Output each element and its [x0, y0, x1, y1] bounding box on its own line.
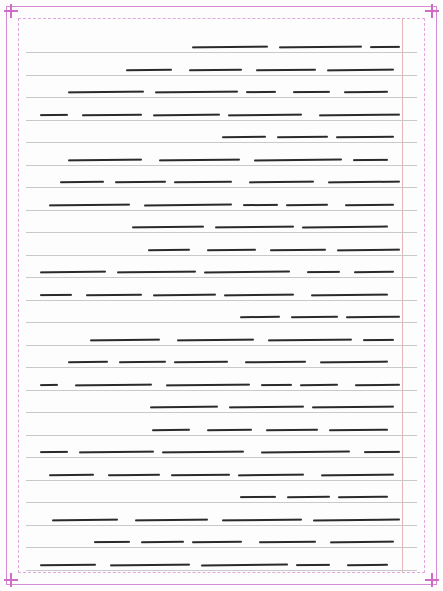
- handwriting-stroke: [189, 68, 242, 71]
- corner-cross-icon: [4, 4, 18, 18]
- handwriting-stroke: [110, 563, 190, 566]
- corner-cross-icon: [425, 573, 439, 587]
- ruled-line: [26, 232, 417, 233]
- handwriting-stroke: [108, 473, 160, 476]
- handwriting-stroke: [296, 563, 330, 565]
- ruled-line: [26, 502, 417, 503]
- handwriting-stroke: [153, 113, 220, 116]
- handwriting-stroke: [49, 473, 94, 475]
- ruled-line: [26, 97, 417, 98]
- handwriting-stroke: [321, 473, 394, 476]
- handwriting-stroke: [40, 563, 96, 566]
- ruled-line: [26, 187, 417, 188]
- handwriting-stroke: [313, 518, 400, 521]
- ruled-line: [26, 120, 417, 121]
- handwriting-stroke: [266, 428, 318, 431]
- handwriting-stroke: [347, 563, 388, 565]
- ruled-line: [26, 547, 417, 548]
- handwriting-stroke: [90, 338, 160, 341]
- handwriting-stroke: [240, 496, 276, 498]
- ruled-line: [26, 322, 417, 323]
- handwriting-stroke: [166, 383, 250, 386]
- handwriting-stroke: [82, 113, 142, 116]
- margin-line: [402, 18, 403, 573]
- handwriting-stroke: [153, 293, 216, 296]
- handwriting-stroke: [135, 518, 208, 521]
- corner-cross-icon: [4, 573, 18, 587]
- handwriting-stroke: [207, 428, 252, 430]
- handwriting-stroke: [224, 293, 294, 296]
- handwriting-stroke: [171, 473, 230, 476]
- ruled-line: [26, 412, 417, 413]
- handwriting-stroke: [201, 563, 288, 566]
- handwriting-stroke: [94, 541, 130, 543]
- handwriting-stroke: [228, 113, 302, 116]
- ruled-line: [26, 75, 417, 76]
- handwriting-stroke: [355, 383, 400, 385]
- handwriting-stroke: [40, 113, 68, 115]
- corner-cross-icon: [425, 4, 439, 18]
- ruled-line: [26, 210, 417, 211]
- handwriting-stroke: [370, 46, 400, 48]
- handwriting-stroke: [270, 248, 326, 251]
- ruled-line: [26, 525, 417, 526]
- ruled-line: [26, 570, 417, 571]
- ruled-line: [26, 165, 417, 166]
- handwriting-stroke: [238, 473, 304, 476]
- ruled-line: [26, 457, 417, 458]
- handwriting-stroke: [243, 203, 278, 205]
- handwriting-stroke: [126, 68, 172, 70]
- ruled-line: [26, 300, 417, 301]
- handwriting-stroke: [286, 203, 328, 205]
- handwriting-stroke: [144, 203, 232, 206]
- ruled-line: [26, 255, 417, 256]
- handwriting-stroke: [49, 203, 130, 206]
- handwriting-stroke: [68, 361, 108, 363]
- handwriting-stroke: [327, 68, 394, 71]
- ruled-line: [26, 435, 417, 436]
- handwriting-stroke: [268, 338, 352, 341]
- handwriting-stroke: [148, 248, 190, 250]
- handwriting-stroke: [40, 451, 68, 453]
- handwriting-stroke: [52, 518, 118, 521]
- ruled-line: [26, 345, 417, 346]
- handwriting-stroke: [159, 158, 240, 161]
- handwriting-stroke: [329, 428, 388, 431]
- ruled-line: [26, 52, 417, 53]
- handwriting-stroke: [152, 428, 190, 430]
- handwriting-stroke: [240, 316, 280, 318]
- handwriting-stroke: [300, 383, 338, 385]
- handwriting-stroke: [363, 338, 394, 340]
- handwriting-stroke: [354, 271, 394, 273]
- handwriting-stroke: [75, 383, 152, 386]
- handwriting-stroke: [256, 68, 316, 71]
- handwriting-stroke: [311, 293, 388, 296]
- handwriting-stroke: [207, 248, 256, 251]
- handwriting-stroke: [364, 451, 400, 453]
- handwriting-stroke: [68, 158, 142, 161]
- handwriting-stroke: [40, 383, 58, 385]
- handwriting-stroke: [261, 383, 292, 385]
- handwriting-stroke: [177, 338, 254, 341]
- handwriting-stroke: [222, 518, 302, 521]
- ruled-line: [26, 480, 417, 481]
- handwriting-stroke: [319, 113, 400, 116]
- handwriting-stroke: [345, 203, 394, 206]
- handwriting-stroke: [293, 91, 330, 93]
- handwriting-stroke: [337, 248, 400, 251]
- ruled-line: [26, 367, 417, 368]
- handwriting-stroke: [307, 271, 340, 273]
- handwriting-stroke: [246, 91, 276, 93]
- ruled-line: [26, 277, 417, 278]
- handwriting-stroke: [86, 293, 142, 296]
- handwriting-stroke: [40, 293, 72, 295]
- ruled-line: [26, 142, 417, 143]
- handwriting-stroke: [353, 158, 388, 160]
- ruled-line: [26, 390, 417, 391]
- handwriting-stroke: [254, 158, 342, 161]
